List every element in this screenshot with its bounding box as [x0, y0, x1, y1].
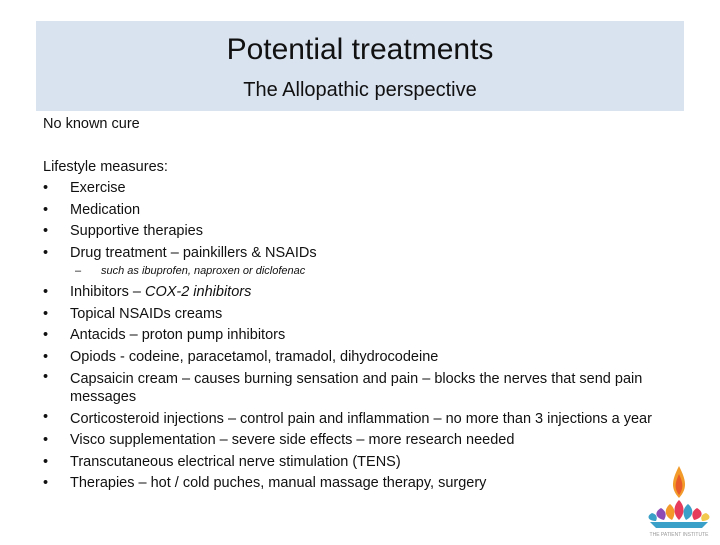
- bullet-dot: •: [43, 223, 49, 239]
- slide-body: [43, 114, 683, 495]
- bullet-dot: •: [43, 475, 49, 491]
- list-item-text: Drug treatment – painkillers & NSAIDs: [70, 244, 317, 261]
- slide-subtitle: The Allopathic perspective: [243, 79, 477, 101]
- list-item-text: Inhibitors –: [70, 284, 145, 300]
- bullet-list-secondary: [43, 282, 683, 495]
- bullet-dot: •: [43, 409, 49, 425]
- bullet-dot: •: [43, 284, 49, 300]
- bullet-dot: •: [43, 201, 49, 218]
- list-item: [43, 282, 683, 304]
- list-item-text: Medication: [70, 201, 141, 218]
- list-item: [43, 178, 683, 200]
- list-item: [43, 243, 683, 265]
- bullet-dot: •: [43, 244, 49, 261]
- bullet-dot: •: [43, 369, 49, 385]
- bullet-dot: •: [43, 432, 49, 448]
- list-item-text: Therapies – hot / cold puches, manual massage therapy, surgery: [70, 475, 487, 491]
- list-item-text: Capsaicin cream – causes burning sensation and pain – blocks the nerves that send pain messages: [70, 371, 643, 405]
- lamp-flame-lotus-logo-icon: [640, 462, 718, 540]
- bullet-dot: •: [43, 305, 49, 322]
- sub-bullet-text: such as ibuprofen, naproxen or diclofenac: [101, 265, 306, 277]
- list-item-text: Topical NSAIDs creams: [70, 305, 223, 322]
- list-item: [43, 473, 683, 495]
- list-item: [43, 325, 683, 347]
- list-item: [43, 452, 683, 474]
- list-item-text: Opiods - codeine, paracetamol, tramadol, dihydrocodeine: [70, 348, 439, 365]
- list-item-text: Exercise: [70, 180, 126, 196]
- list-item: [43, 430, 683, 452]
- spacer: [43, 136, 683, 157]
- list-item: [43, 368, 683, 408]
- sub-bullet: [43, 263, 683, 280]
- list-item: [43, 304, 683, 326]
- list-item-italic-text: COX-2 inhibitors: [144, 284, 252, 300]
- slide-title: Potential treatments: [226, 33, 494, 66]
- lifestyle-heading: Lifestyle measures:: [43, 158, 168, 175]
- list-item: [43, 200, 683, 222]
- bullet-dot: •: [43, 348, 49, 365]
- title-band: [36, 21, 684, 111]
- bullet-dot: •: [43, 327, 49, 343]
- list-item-text: Antacids – proton pump inhibitors: [70, 327, 286, 343]
- bullet-dot: •: [43, 180, 49, 196]
- bullet-list-primary: [43, 178, 683, 264]
- logo-text: THE PATIENT INSTITUTE: [649, 532, 709, 538]
- list-item-text: Transcutaneous electrical nerve stimulation (TENS): [70, 453, 401, 470]
- list-item: [43, 347, 683, 369]
- list-item-text: Corticosteroid injections – control pain and inflammation – no more than 3 injections a year: [70, 411, 652, 427]
- dash-marker: –: [75, 265, 82, 277]
- list-item: [43, 408, 683, 430]
- intro-text: No known cure: [43, 116, 140, 132]
- bullet-dot: •: [43, 453, 49, 470]
- list-item-text: Visco supplementation – severe side effects – more research needed: [70, 432, 515, 448]
- list-item: [43, 221, 683, 243]
- list-item-text: Supportive therapies: [70, 223, 203, 239]
